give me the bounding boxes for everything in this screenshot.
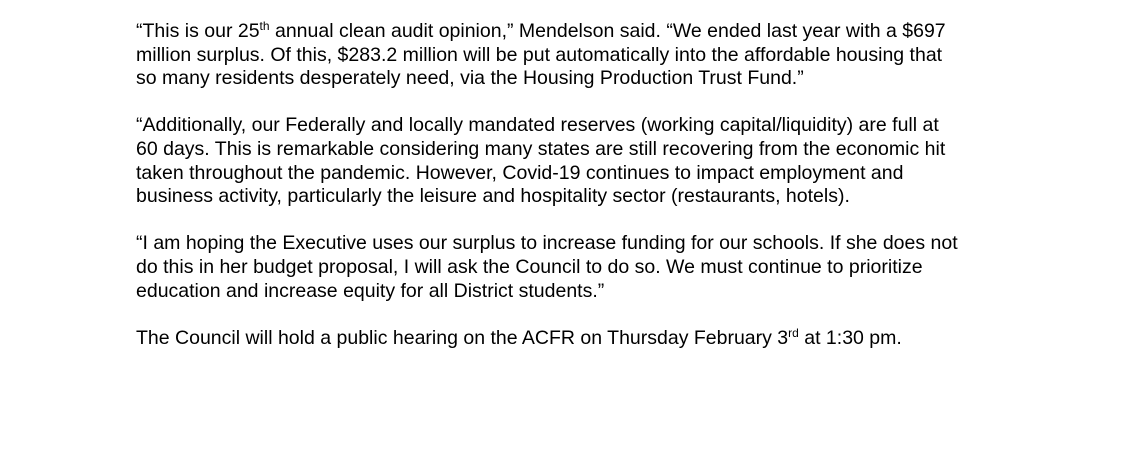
text-line: “This is our 25th annual clean audit opinion,” Mendelson said. “We ended last year with a $697 bbox=[136, 19, 946, 42]
text-line: so many residents desperately need, via the Housing Production Trust Fund.” bbox=[136, 67, 804, 90]
document-body bbox=[136, 20, 1016, 350]
text-line: 60 days. This is remarkable considering many states are still recovering from the economic hit bbox=[136, 137, 946, 160]
text-line: million surplus. Of this, $283.2 million will be put automatically into the affordable housing that bbox=[136, 43, 943, 66]
text-line: business activity, particularly the leisure and hospitality sector (restaurants, hotels). bbox=[136, 185, 850, 208]
text-line: “Additionally, our Federally and locally mandated reserves (working capital/liquidity) are full at bbox=[136, 114, 939, 137]
text-line: do this in her budget proposal, I will ask the Council to do so. We must continue to prioritize bbox=[136, 255, 923, 278]
ordinal-suffix: rd bbox=[788, 325, 799, 340]
text-line: “I am hoping the Executive uses our surplus to increase funding for our schools. If she does not bbox=[136, 232, 958, 255]
text-line: taken throughout the pandemic. However, Covid-19 continues to impact employment and bbox=[136, 161, 904, 184]
text-line: education and increase equity for all District students.” bbox=[136, 279, 605, 302]
text-line: The Council will hold a public hearing on the ACFR on Thursday February 3rd at 1:30 pm. bbox=[136, 325, 902, 349]
paragraph-public-hearing bbox=[136, 327, 1016, 351]
ordinal-suffix: th bbox=[259, 19, 270, 33]
paragraph-audit-opinion bbox=[136, 20, 1016, 91]
paragraph-schools-funding bbox=[136, 232, 1016, 303]
paragraph-reserves bbox=[136, 114, 1016, 208]
